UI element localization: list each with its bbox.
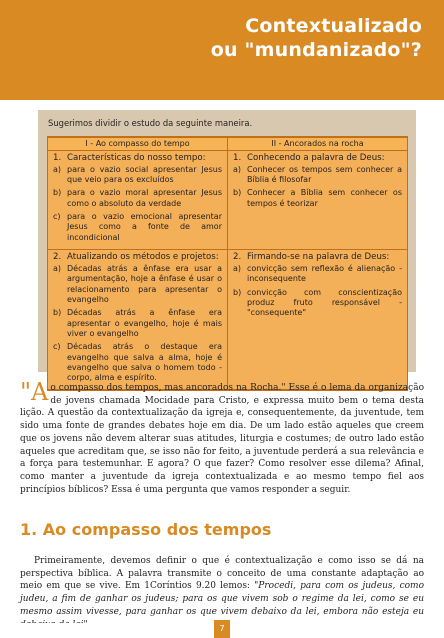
section-number: 2. <box>233 251 242 262</box>
study-plan-row-1 <box>48 150 408 249</box>
chapter-title-line2: ou "mundanizado"? <box>210 39 422 61</box>
item-text: Décadas atrás o destaque era evangelho que salva a alma, hoje é evangelho que salva o homem todo - corpo, alma e espírito. <box>67 342 222 383</box>
column-header-compasso: I - Ao compasso do tempo <box>48 137 228 150</box>
cell-conhecendo <box>228 150 408 249</box>
item-text: Conhecer os tempos sem conhecer a Bíblia é filosofar <box>247 164 402 185</box>
section-number: 2. <box>53 251 62 262</box>
list-item <box>233 188 402 209</box>
list-item <box>53 264 222 305</box>
item-letter: b) <box>53 188 62 198</box>
item-letter: c) <box>53 342 61 352</box>
section-title-text: Características do nosso tempo: <box>67 152 206 163</box>
section-title-text: Conhecendo a palavra de Deus: <box>247 152 385 163</box>
item-letter: b) <box>53 308 62 318</box>
list-item <box>53 342 222 383</box>
item-letter: c) <box>53 211 61 221</box>
chapter-title <box>211 14 422 62</box>
item-text: Décadas atrás a ênfase era apresentar o evangelho, hoje é mais viver o evangelho <box>67 308 222 338</box>
item-text: para o vazio moral apresentar Jesus como o absoluto da verdade <box>67 188 222 208</box>
item-letter: a) <box>53 164 62 174</box>
section-heading: 1. Ao compasso dos tempos <box>20 520 272 539</box>
column-header-ancorados: II - Ancorados na rocha <box>228 137 408 150</box>
section-title-text: Atualizando os métodos e projetos: <box>67 251 219 262</box>
section-title <box>53 153 222 163</box>
list-item <box>233 264 402 285</box>
page-number: 7 <box>214 620 230 638</box>
section-paragraph-text: Primeiramente, devemos definir o que é contextualização e como isso se dá na perspectiva bíblica. A palavra transmite o conceito de uma constante adaptação ao meio em que se vive. Em 1Coríntios 9.20 lemos: <box>20 556 424 592</box>
section-title <box>233 153 402 163</box>
list-item <box>53 308 222 339</box>
item-text: para o vazio social apresentar Jesus que veio para os excluídos <box>67 164 222 185</box>
intro-paragraph-text: o compasso dos tempos, mas ancorados na Rocha." Esse é o lema da organização de jovens chamada Mocidade para Cristo, e expressa muito bem o tema desta lição. A questão da contextualização da igreja e, consequentemente, da juventude, tem sido uma fonte de grandes debates hoje em dia. De um lado estão aqueles que creem que os jovens não devem alterar suas atitudes, liturgia e costumes; de outro lado estão aqueles que acreditam que, se isso não for feito, a juventude perderá a sua relevância e a força para testemunhar. E agora? O que fazer? Como resolver esse dilema? Afinal, como manter a juventude da igreja contextualizada e ao mesmo tempo fiel aos princípios bíblicos? Essa é uma pergunta que vamos responder a seguir. <box>20 383 424 495</box>
drop-cap: "A <box>20 378 49 406</box>
item-letter: a) <box>53 264 62 274</box>
item-letter: b) <box>233 188 242 198</box>
cell-atualizando <box>48 249 228 390</box>
list-item <box>233 165 402 186</box>
study-plan-header-row <box>48 137 408 150</box>
intro-paragraph <box>20 378 424 496</box>
item-text: Décadas atrás a ênfase era usar a argumentação, hoje a ênfase é usar o relacionamento para apresentar o evangelho <box>67 264 222 305</box>
chapter-title-line1: Contextualizado <box>245 15 422 37</box>
bible-quote: "Procedi, para com os judeus, como judeu, a fim de ganhar os judeus; para os que vivem sob o regime da lei, como se eu mesmo assim vivesse, para ganhar os que vivem debaixo da lei, embora não esteja eu <box>20 581 424 617</box>
item-text: convicção com conscientização produz fruto responsável - "consequente" <box>247 287 402 318</box>
list-item <box>53 188 222 209</box>
cell-caracteristicas <box>48 150 228 249</box>
section-number: 1. <box>53 152 62 163</box>
chapter-header-band <box>0 0 444 100</box>
cell-firmando <box>228 249 408 390</box>
item-letter: a) <box>233 264 242 274</box>
section-number: 1. <box>233 152 242 163</box>
list-item <box>233 288 402 319</box>
study-plan-intro: Sugerimos dividir o estudo da seguinte maneira. <box>48 118 253 128</box>
item-text: Conhecer a Bíblia sem conhecer os tempos é teorizar <box>247 188 402 208</box>
study-plan-row-2 <box>48 249 408 390</box>
list-item <box>53 212 222 243</box>
study-plan-table <box>47 136 408 391</box>
section-title-text: Firmando-se na palavra de Deus: <box>247 251 390 262</box>
item-text: convicção sem reflexão é alienação - inconsequente <box>247 264 402 284</box>
study-plan-box <box>38 110 416 383</box>
list-item <box>53 165 222 186</box>
section-title <box>233 252 402 262</box>
item-letter: a) <box>233 164 242 174</box>
section-title <box>53 252 222 262</box>
item-text: para o vazio emocional apresentar Jesus como a fonte de amor incondicional <box>67 211 222 242</box>
item-letter: b) <box>233 287 242 297</box>
